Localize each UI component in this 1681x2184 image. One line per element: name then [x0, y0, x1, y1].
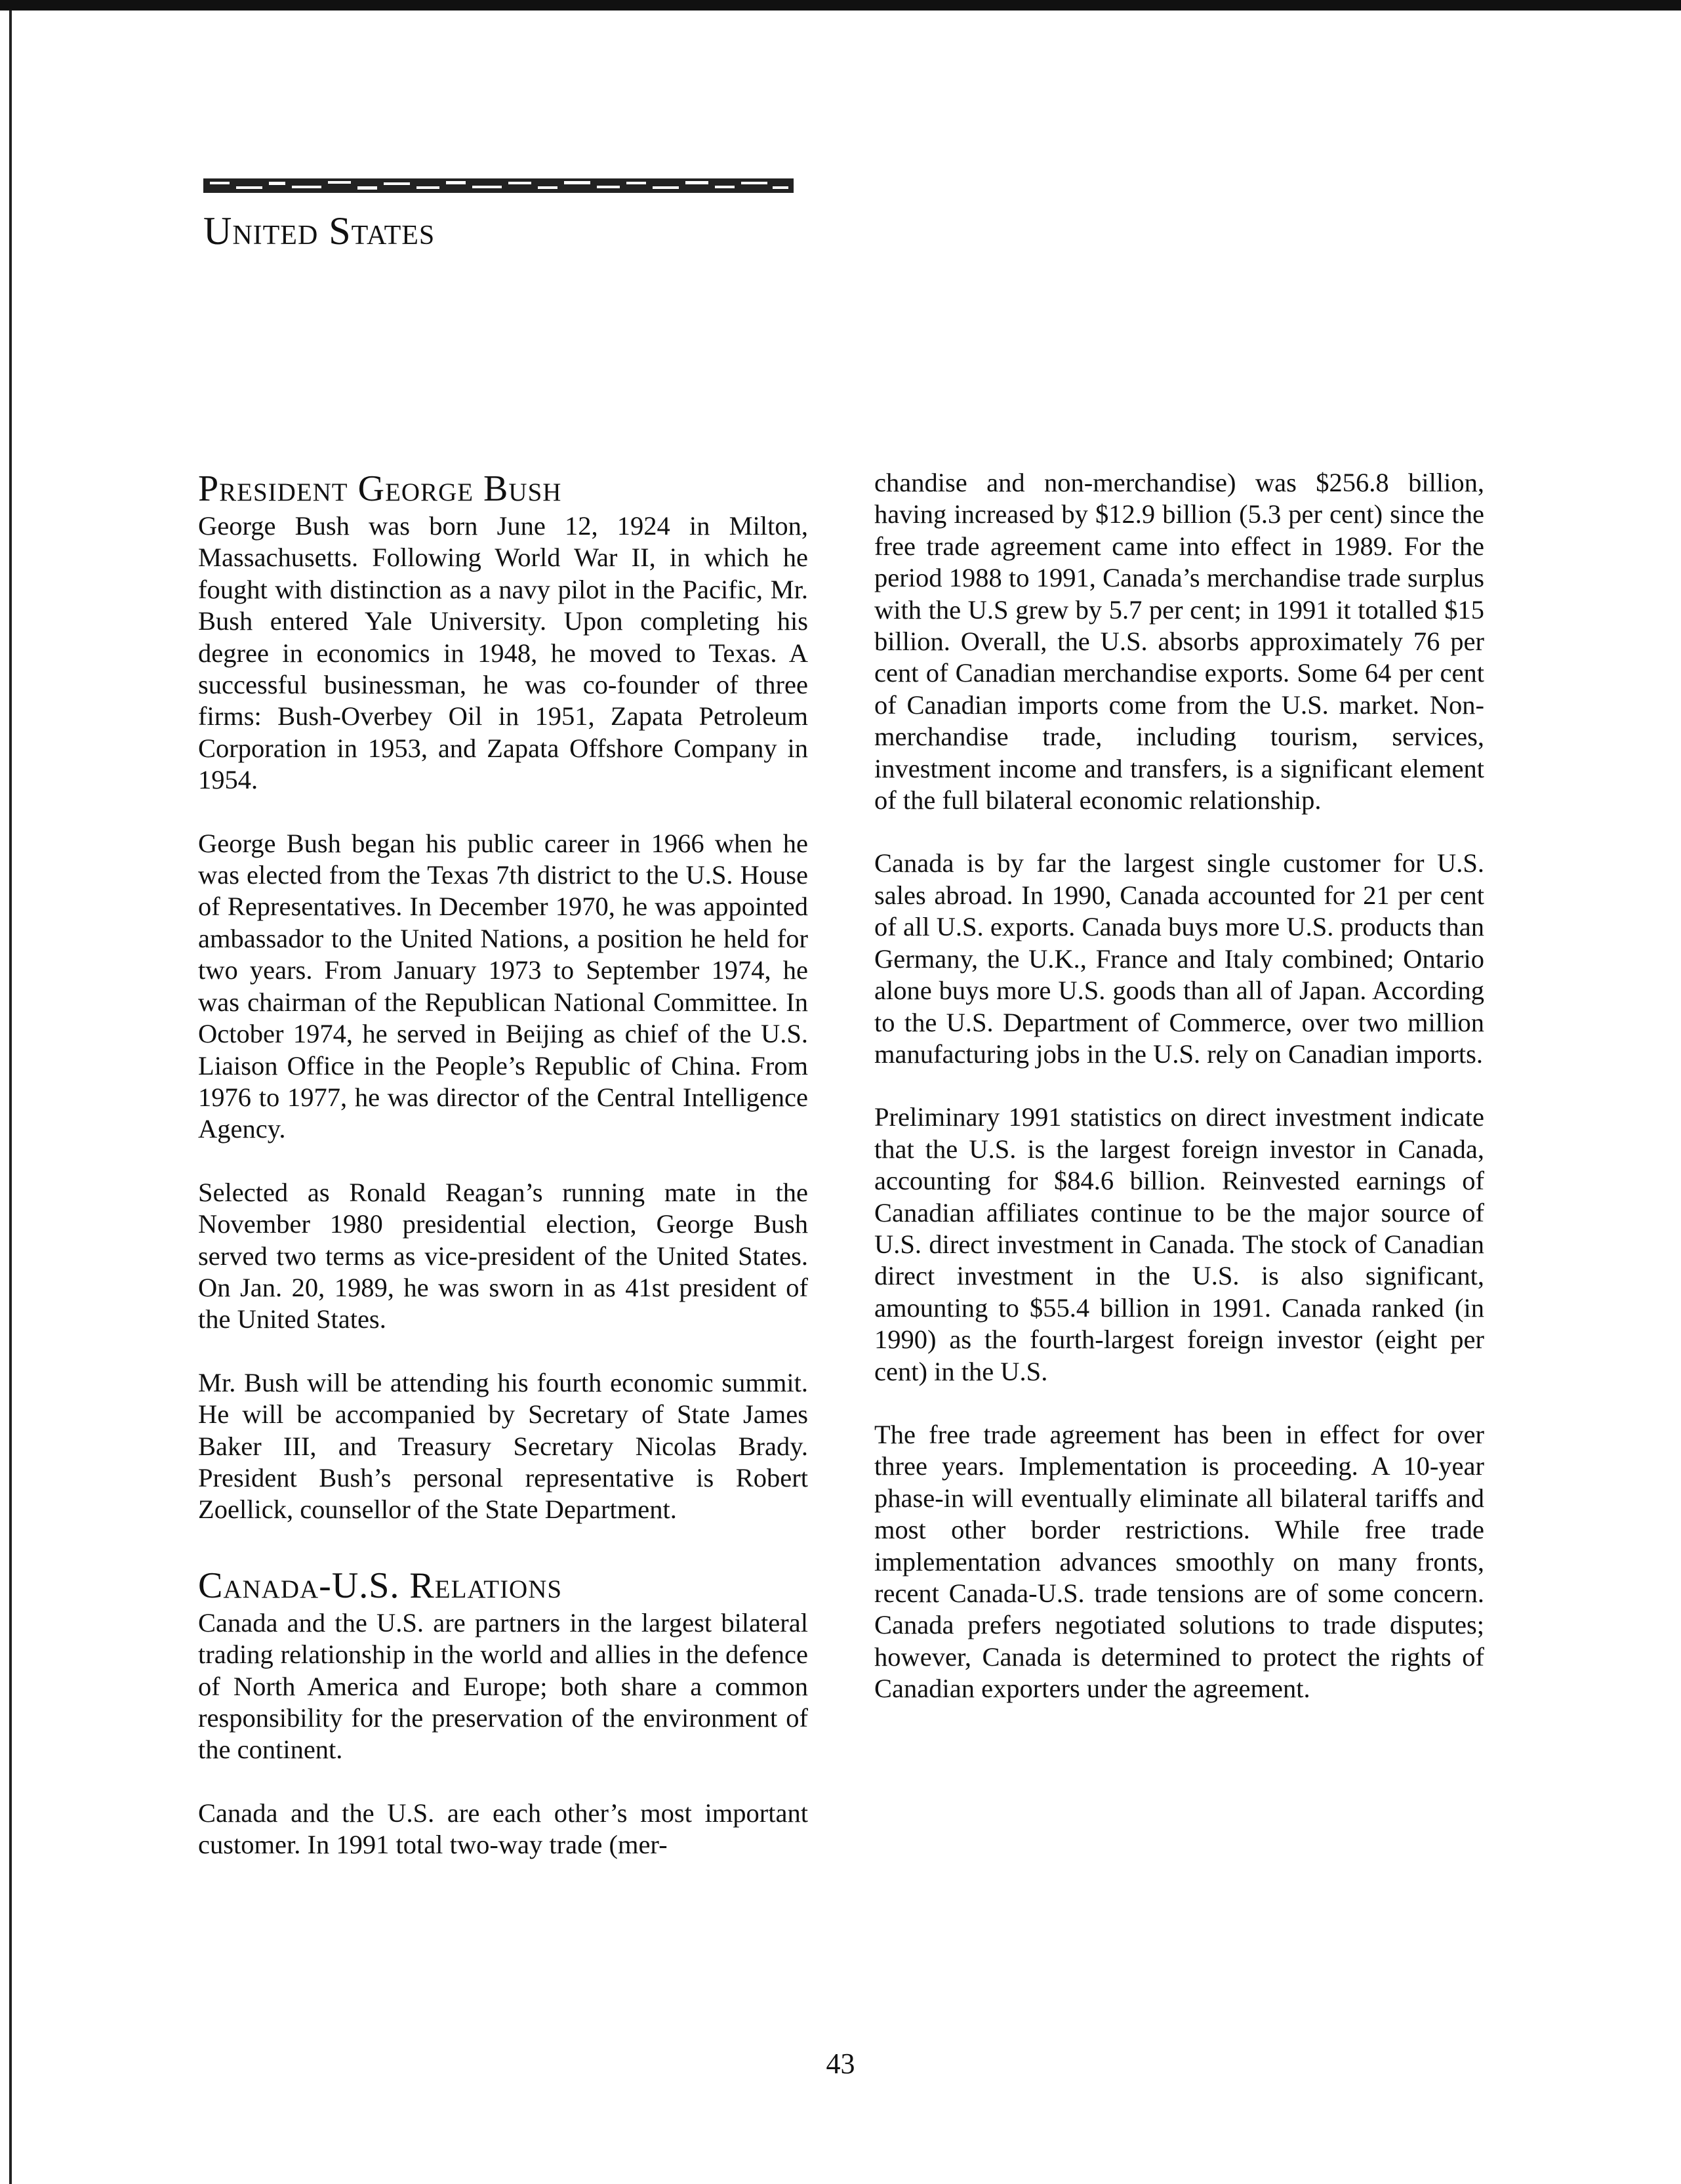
section-heading-president: President George Bush	[198, 468, 562, 509]
page-title: United States	[203, 209, 435, 253]
page-number: 43	[826, 2048, 855, 2080]
paragraph: Canada and the U.S. are each other’s most important customer. In 1991 total two-way trade (mer-	[198, 1798, 808, 1860]
paragraph: chandise and non-merchandise) was $256.8 billion, having increased by $12.9 billion (5.3 per cent) since the free trade agreement came into effect in 1989. For the period 1988 to 1991, Canada’s merchandise trade surplus with the U.S grew by 5.7 per cent; in 1991 it totalled $15 billion. Overall, the U.S. absorbs approximately 76 per cent of Canadian merchandise exports. Some 64 per cent of Canadian imports come from the U.S. market. Non-merchandise trade, including tourism, services, investment income and transfers, is a significant element of the full bilateral economic relationship.	[874, 468, 1484, 815]
decorative-border-ornament	[203, 177, 794, 194]
paragraph: Selected as Ronald Reagan’s running mate in the November 1980 presidential election, George Bush served two terms as vice-president of the United States. On Jan. 20, 1989, he was sworn in as 41st president of the United States.	[198, 1177, 808, 1334]
right-column	[874, 467, 1484, 1705]
left-column	[198, 467, 808, 1861]
paragraph: Mr. Bush will be attending his fourth economic summit. He will be accompanied by Secretary of State James Baker III, and Treasury Secretary Nicolas Brady. President Bush’s personal representative is Robert Zoellick, counsellor of the State Department.	[198, 1367, 808, 1525]
scan-edge-left	[9, 10, 12, 2184]
paragraph: George Bush was born June 12, 1924 in Milton, Massachusetts. Following World War II, in which he fought with distinction as a navy pilot in the Pacific, Mr. Bush entered Yale University. Upon completing his degree in economics in 1948, he moved to Texas. A successful businessman, he was co-founder of three firms: Bush-Overbey Oil in 1951, Zapata Petroleum Corporation in 1953, and Zapata Offshore Company in 1954.	[198, 511, 808, 795]
scan-edge-top	[0, 0, 1681, 10]
paragraph: George Bush began his public career in 1966 when he was elected from the Texas 7th district to the U.S. House of Representatives. In December 1970, he was appointed ambassador to the United Nations, a position he held for two years. From January 1973 to September 1974, he was chairman of the Republican National Committee. In October 1974, he served in Beijing as chief of the U.S. Liaison Office in the People’s Republic of China. From 1976 to 1977, he was director of the Central Intelligence Agency.	[198, 828, 808, 1144]
paragraph: Canada is by far the largest single customer for U.S. sales abroad. In 1990, Canada accounted for 21 per cent of all U.S. exports. Canada buys more U.S. products than Germany, the U.K., France and Italy combined; Ontario alone buys more U.S. goods than all of Japan. According to the U.S. Department of Commerce, over two million manufacturing jobs in the U.S. rely on Canadian imports.	[874, 848, 1484, 1069]
paragraph: Preliminary 1991 statistics on direct investment indicate that the U.S. is the largest foreign investor in Canada, accounting for $84.6 billion. Reinvested earnings of Canadian affiliates continue to be the major source of U.S. direct investment in Canada. The stock of Canadian direct investment in the U.S. is also significant, amounting to $55.4 billion in 1991. Canada ranked (in 1990) as the fourth-largest foreign investor (eight per cent) in the U.S.	[874, 1102, 1484, 1386]
paragraph: The free trade agreement has been in effect for over three years. Implementation is proceeding. A 10-year phase-in will eventually eliminate all bilateral tariffs and most other border restrictions. While free trade implementation advances smoothly on many fronts, recent Canada-U.S. trade tensions are of some concern. Canada prefers negotiated solutions to trade disputes; however, Canada is determined to protect the rights of Canadian exporters under the agreement.	[874, 1419, 1484, 1704]
section-heading-relations: Canada-U.S. Relations	[198, 1565, 563, 1606]
paragraph: Canada and the U.S. are partners in the largest bilateral trading relationship in the world and allies in the defence of North America and Europe; both share a common responsibility for the preservation of the environment of the continent.	[198, 1607, 808, 1765]
